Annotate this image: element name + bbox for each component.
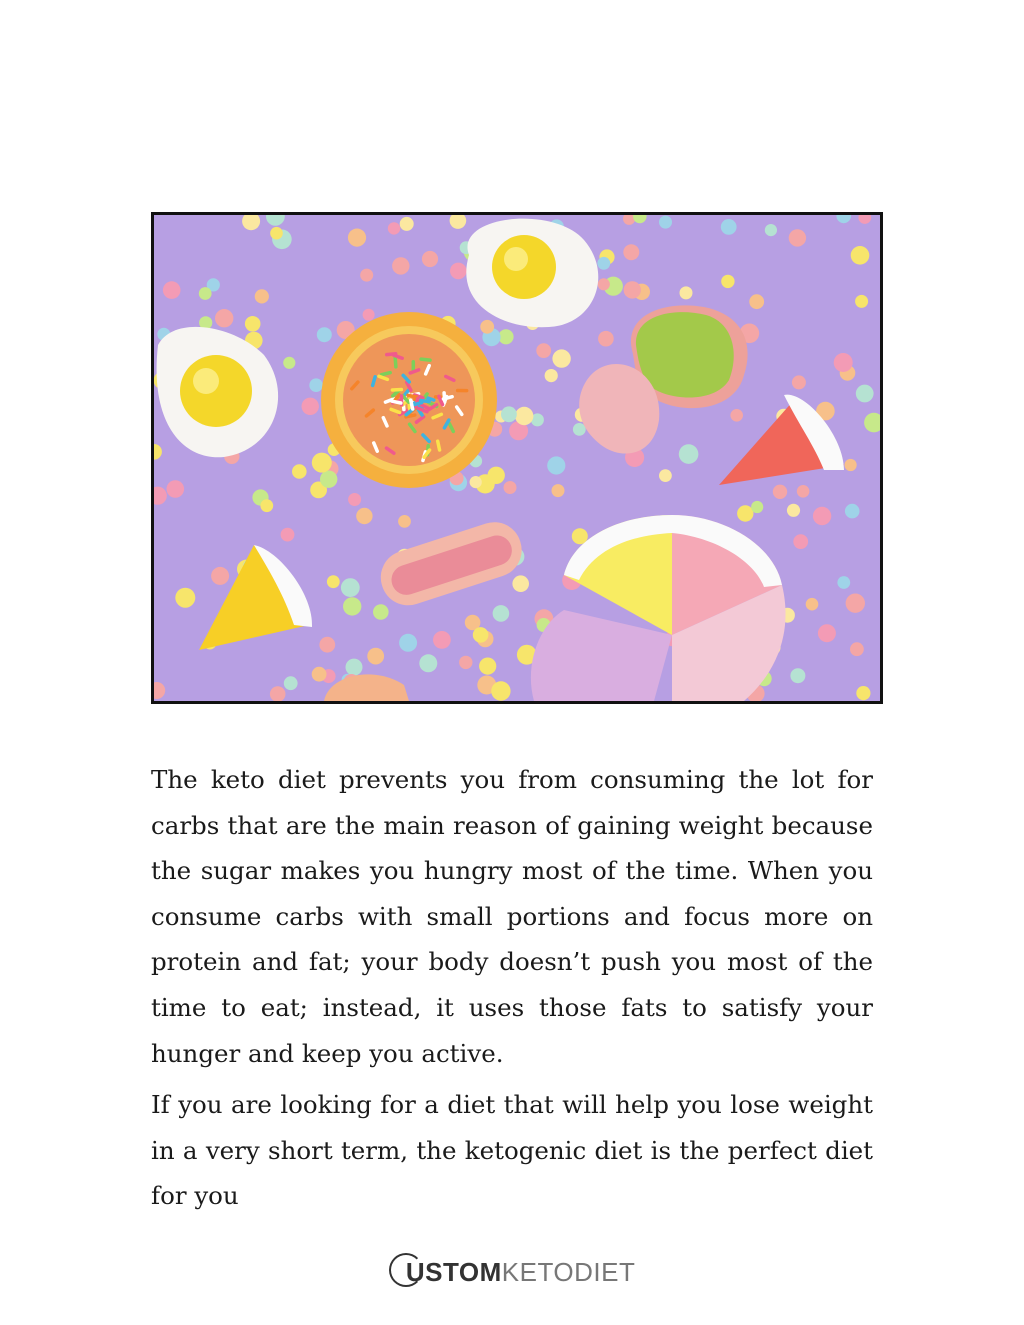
candy-photo (151, 212, 883, 704)
paragraph-keto-weight-loss: If you are looking for a diet that will help you lose weight in a very short term, the ketogenic diet is the perfect diet for you (151, 1090, 873, 1211)
pizza-candy (321, 312, 497, 488)
brand-name-bold: USTOM (405, 1256, 502, 1287)
footer-brand-logo (0, 1255, 1024, 1289)
paragraph-keto-carbs: The keto diet prevents you from consuming the lot for carbs that are the main reason of gaining weight because the sugar makes you hungry most of the time. When you consume carbs with small portions and focus more on protein and fat; your body doesn’t push you most of the time to eat; instead, it uses those fats to satisfy your hunger and keep you active. (151, 765, 873, 1068)
brand-name-light: KETODIET (501, 1256, 636, 1287)
brand-c-mark (389, 1255, 406, 1289)
candy-illustration (154, 215, 880, 701)
